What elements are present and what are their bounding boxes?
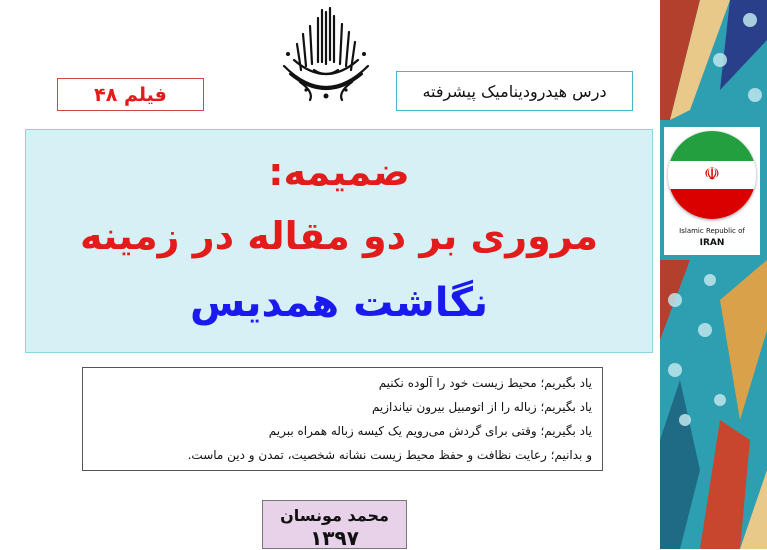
- author-box: [262, 500, 407, 549]
- note-line: یاد بگیریم؛ زباله را از اتومبیل بیرون نیاندازیم: [371, 400, 592, 414]
- author-name: محمد مونسان: [280, 506, 389, 525]
- title-line-topic: نگاشت همدیس: [189, 280, 489, 326]
- flag-caption-small: Islamic Republic of: [679, 227, 745, 235]
- emblem-icon: ☫: [703, 163, 721, 185]
- decorative-side-panel: [660, 0, 767, 549]
- environment-notes-box: [82, 367, 603, 471]
- course-title-label: درس هیدرودینامیک پیشرفته: [396, 71, 633, 111]
- iran-flag-icon: [668, 131, 756, 219]
- flag-caption-country: IRAN: [699, 238, 725, 248]
- note-line: و بدانیم؛ رعایت نظافت و حفظ محیط زیست نشانه شخصیت، تمدن و دین ماست.: [187, 448, 592, 462]
- title-line-appendix: ضمیمه:: [268, 150, 410, 194]
- film-number-label: فیلم ۴۸: [57, 78, 204, 111]
- note-line: یاد بگیریم؛ وقتی برای گردش می‌رویم یک کیسه زباله همراه ببریم: [268, 424, 592, 438]
- title-box: [25, 129, 653, 353]
- decorative-pattern: [660, 0, 767, 549]
- note-line: یاد بگیریم؛ محیط زیست خود را آلوده نکنیم: [378, 376, 592, 390]
- flag-card: [664, 127, 760, 255]
- title-line-review: مروری بر دو مقاله در زمینه: [80, 214, 598, 258]
- author-year: ۱۳۹۷: [310, 526, 359, 550]
- bismillah-calligraphy-icon: [270, 4, 382, 110]
